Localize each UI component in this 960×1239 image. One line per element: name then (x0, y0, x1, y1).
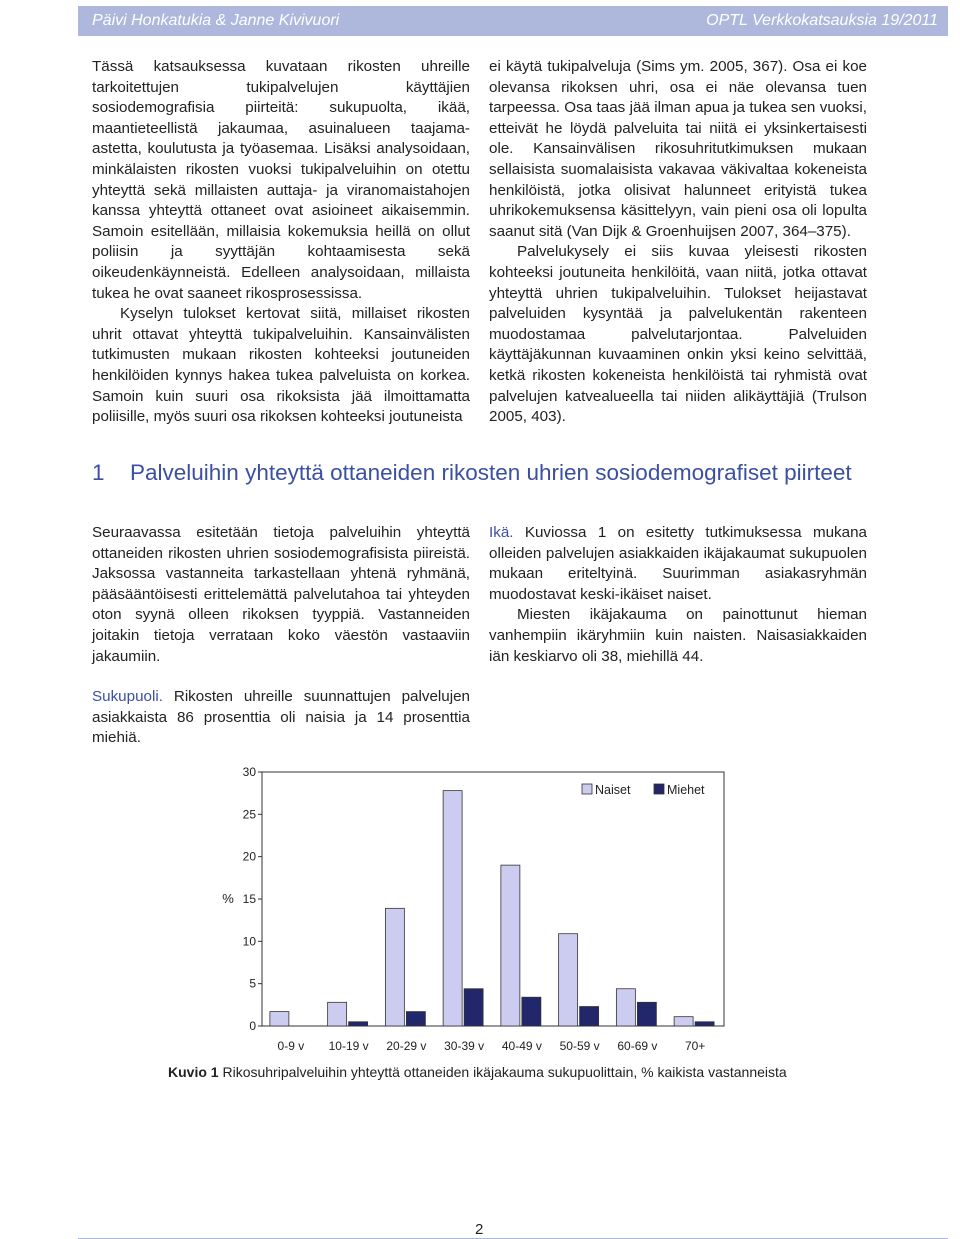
y-tick-label: 10 (242, 934, 256, 949)
x-tick-label: 60-69 v (617, 1039, 658, 1053)
bar-miehet-2 (406, 1012, 425, 1026)
bar-naiset-7 (674, 1017, 693, 1026)
intro-left-column (92, 57, 470, 428)
bar-miehet-6 (637, 1002, 656, 1026)
bar-naiset-4 (501, 865, 520, 1026)
bar-naiset-2 (385, 908, 404, 1026)
body-right-column (489, 523, 867, 667)
section-number: 1 (92, 460, 105, 485)
x-tick-label: 50-59 v (559, 1039, 600, 1053)
y-tick-label: 20 (242, 849, 256, 864)
legend-label-naiset: Naiset (595, 783, 631, 797)
bar-naiset-6 (616, 989, 635, 1026)
page-number: 2 (475, 1221, 484, 1238)
y-tick-label: 25 (242, 807, 256, 822)
bar-miehet-5 (580, 1007, 599, 1026)
bar-miehet-7 (695, 1022, 714, 1026)
body-paragraph-1: Seuraavassa esitetään tietoja palveluihin yhteyttä ottaneiden rikosten uhrien sosiodemografisista piireistä. Jaksossa vastanneita tarkastellaan yhtenä ryhmänä, pääsääntöisesti erittelemättä palvelutahoa tai yhteyden oton syynä olleen rikoksen tyyppiä. Vastanneiden joitakin tietoja verrataan koko väestön vastaaviin jakaumiin. (92, 524, 470, 665)
figure-caption (168, 1064, 888, 1080)
legend-swatch-miehet (654, 784, 664, 794)
intro-paragraph-4: Palvelukysely ei siis kuvaa yleisesti rikosten kohteeksi joutuneita henkilöitä, vaan niitä, jotka ottavat yhteyttä uhrien tukipalveluihin. Tulokset heijastavat palveluiden kysyntää ja palvelukentän rakenteen muodostamaa palvelutarjontaa. Palveluiden käyttäjäkunnan kuvaaminen onkin yksi keino selvittää, ketkä rikosten kokeneista henkilöistä tai ryhmistä ovat palvelujen katvealueella tai niiden alikäyttäjiä (Trulson 2005, 403). (489, 243, 867, 426)
bar-naiset-3 (443, 791, 462, 1026)
bar-naiset-1 (328, 1002, 347, 1026)
y-tick-label: 30 (242, 765, 256, 779)
intro-paragraph-1: Tässä katsauksessa kuvataan rikosten uhreille tarkoitettujen tukipalvelujen käyttäjien sosiodemografisia piirteitä: sukupuolta, ikää, maantieteellistä jakaumaa, asuinalueen taajama-astetta, koulutusta ja työasemaa. Lisäksi analysoidaan, minkälaisten rikosten vuoksi tukipalveluihin on otettu yhteyttä sekä millaisten auttaja- ja viranomaistahojen kanssa yhteyttä ottaneet ovat asioineet aikaisemmin. Samoin esitellään, millaisia kokemuksia heillä on ollut poliisin ja syyttäjän kohtaamisesta sekä oikeudenkäynneistä. Edelleen analysoidaan, millaista tukea he ovat saaneet rikosprosessissa. (92, 58, 470, 302)
x-tick-label: 70+ (684, 1039, 706, 1053)
sukupuoli-keyword: Sukupuoli. (92, 688, 163, 706)
bar-miehet-3 (464, 989, 483, 1026)
caption-label: Kuvio 1 (168, 1064, 219, 1080)
body-paragraph-ika (489, 523, 867, 605)
x-tick-label: 0-9 v (277, 1039, 305, 1053)
intro-right-column (489, 57, 867, 428)
sukupuoli-text: Rikosten uhreille suunnattujen palvelujen asiakkaista 86 prosenttia oli naisia ja 14 prosenttia miehiä. (92, 688, 470, 747)
x-tick-label: 10-19 v (328, 1039, 369, 1053)
x-tick-label: 40-49 v (501, 1039, 542, 1053)
header-series: OPTL Verkkokatsauksia 19/2011 (706, 12, 938, 29)
y-axis-label: % (222, 891, 234, 906)
bar-miehet-4 (522, 997, 541, 1026)
intro-paragraph-2: Kyselyn tulokset kertovat siitä, millaiset rikosten uhrit ottavat yhteyttä tukipalveluihin. Kansainvälisten tutkimusten mukaan rikosten kohteeksi joutuneiden henkilöiden kynnys hakea tukea palveluista on korkea. Samoin kuin suuri osa rikoksista jää ilmoittamatta poliisille, myös suuri osa rikoksen kohteeksi joutuneista (92, 305, 470, 426)
page-header (78, 6, 948, 36)
legend-label-miehet: Miehet (667, 783, 705, 797)
ika-keyword: Ikä. (489, 524, 514, 541)
body-paragraph-sukupuoli (92, 687, 470, 749)
y-tick-label: 15 (242, 892, 256, 906)
bar-miehet-1 (349, 1022, 368, 1026)
ika-text: Kuviossa 1 on esitetty tutkimuksessa mukana olleiden palvelujen asiakkaiden ikäjakaumat sukupuolen mukaan eriteltyinä. Suurimman asiakasryhmän muodostavat keski-ikäiset naiset. (489, 524, 867, 603)
plot-frame (262, 772, 724, 1026)
y-tick-label: 5 (249, 976, 256, 991)
bar-naiset-0 (270, 1012, 289, 1026)
bar-naiset-5 (559, 934, 578, 1026)
age-distribution-chart (150, 760, 870, 1060)
legend-swatch-naiset (582, 784, 592, 794)
x-tick-label: 30-39 v (444, 1039, 485, 1053)
section-title: Palveluihin yhteyttä ottaneiden rikosten uhrien sosiodemografiset piirteet (130, 460, 852, 485)
caption-text: Rikosuhripalveluihin yhteyttä ottaneiden ikäjakauma sukupuolittain, % kaikista vastanneista (218, 1064, 787, 1080)
body-left-column (92, 523, 470, 749)
x-tick-label: 20-29 v (386, 1039, 427, 1053)
header-authors: Päivi Honkatukia & Janne Kivivuori (92, 12, 340, 29)
intro-paragraph-3: ei käytä tukipalveluja (Sims ym. 2005, 367). Osa ei koe olevansa rikoksen uhri, osa ei näe olevansa tuen tarpeessa. Osa taas jää ilman apua ja tukea sen vuoksi, etteivät he löydä palveluita tai niitä ei yksinkertaisesti ole. Kansainvälisen rikosuhritutkimuksen mukaan sellaisista suomalaisista vakavaa väkivaltaa kokeneista henkilöistä, jotka olisivat halunneet erityistä tukea uhrikokemuksensa käsittelyyn, vain pieni osa oli lopulta saanut sitä (Van Dijk & Groenhuijsen 2007, 364–375). (489, 58, 867, 240)
y-tick-label: 0 (249, 1019, 256, 1033)
section-heading (92, 458, 892, 488)
body-paragraph-3: Miesten ikäjakauma on painottunut hieman vanhempiin ikäryhmiin kuin naisten. Naisasiakkaiden iän keskiarvo oli 38, miehillä 44. (489, 606, 867, 665)
